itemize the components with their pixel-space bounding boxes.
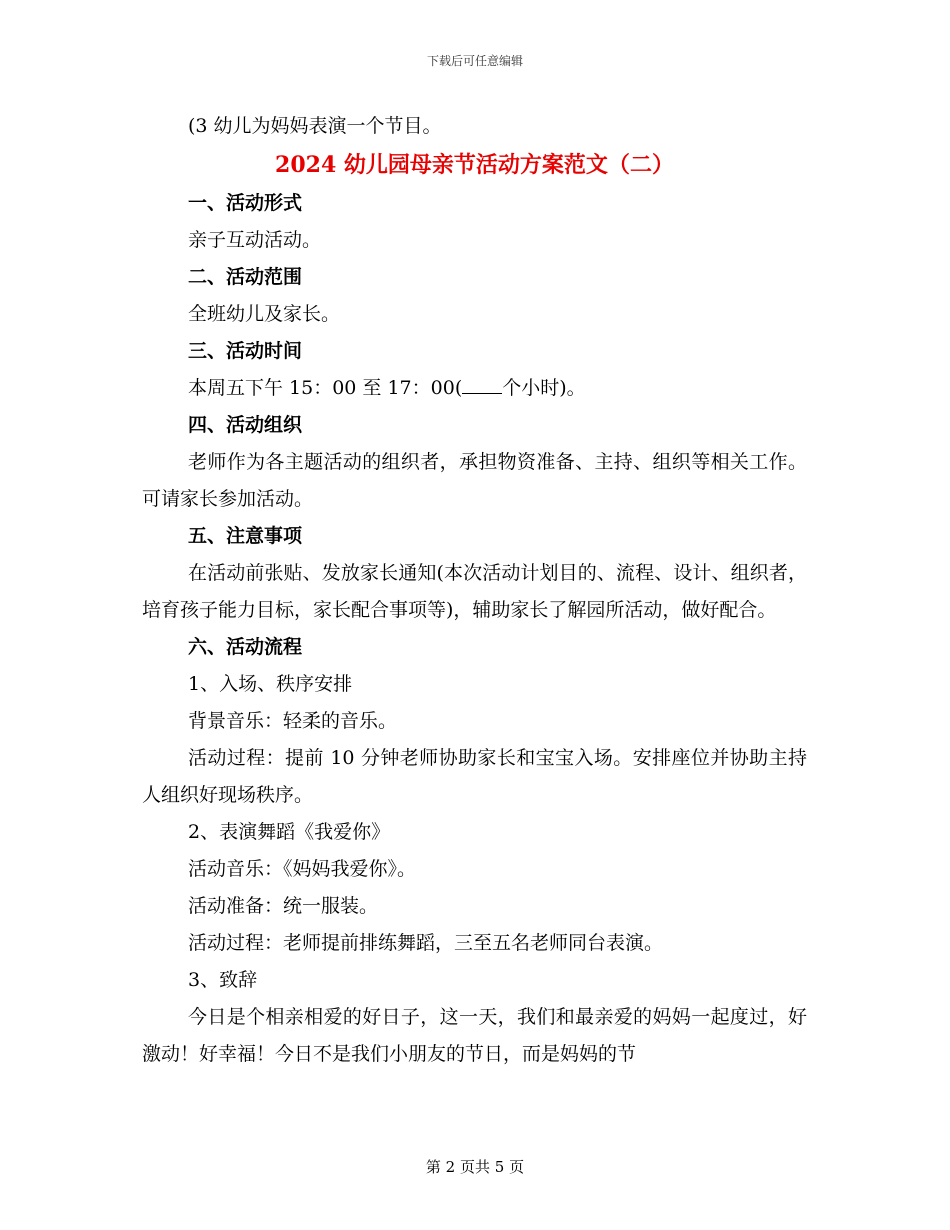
section-body-organization: 老师作为各主题活动的组织者，承担物资准备、主持、组织等相关工作。可请家长参加活动。 [142, 451, 807, 510]
step-dance-music: 活动音乐：《妈妈我爱你》。 [188, 858, 417, 880]
section-heading-notes: 五、注意事项 [188, 525, 303, 547]
step-heading-dance: 2、表演舞蹈《我爱你》 [188, 821, 391, 843]
page-footer: 第 2 页共 5 页 [425, 1158, 525, 1176]
page-header: 下载后可任意编辑 [426, 54, 523, 68]
step-entry-process: 活动过程：提前 10 分钟老师协助家长和宝宝入场。安排座位并协助主持人组织好现场秩序。 [142, 747, 807, 806]
step-heading-entry: 1、入场、秩序安排 [188, 673, 353, 695]
section-heading-organization: 四、活动组织 [188, 414, 303, 436]
step-speech-body: 今日是个相亲相爱的好日子，这一天，我们和最亲爱的妈妈一起度过，好激动！好幸福！今日不是我们小朋友的节日，而是妈妈的节 [142, 1006, 807, 1065]
step-heading-speech: 3、致辞 [188, 969, 258, 991]
section-heading-form: 一、活动形式 [188, 192, 303, 214]
time-text-before: 本周五下午 15：00 至 17：00( [188, 377, 463, 399]
section-body-time [142, 370, 807, 407]
document-title: 2024 幼儿园母亲节活动方案范文（二） [275, 152, 674, 178]
step-dance-prep: 活动准备：统一服装。 [188, 895, 379, 917]
section-heading-process: 六、活动流程 [188, 636, 303, 658]
section-body-notes: 在活动前张贴、发放家长通知(本次活动计划目的、流程、设计、组织者，培育孩子能力目标，家长配合事项等)，辅助家长了解园所活动，做好配合。 [142, 562, 807, 621]
section-body-scope: 全班幼儿及家长。 [188, 303, 341, 325]
step-dance-process: 活动过程：老师提前排练舞蹈，三至五名老师同台表演。 [188, 932, 664, 954]
section-heading-time: 三、活动时间 [188, 340, 303, 362]
section-body-form: 亲子互动活动。 [188, 229, 322, 251]
document-body [142, 108, 807, 1073]
section-heading-scope: 二、活动范围 [188, 266, 303, 288]
intro-line: (3 幼儿为妈妈表演一个节目。 [188, 115, 442, 137]
step-entry-music: 背景音乐：轻柔的音乐。 [188, 710, 398, 732]
time-text-after: 个小时)。 [502, 377, 586, 399]
fill-in-blank [462, 377, 502, 394]
